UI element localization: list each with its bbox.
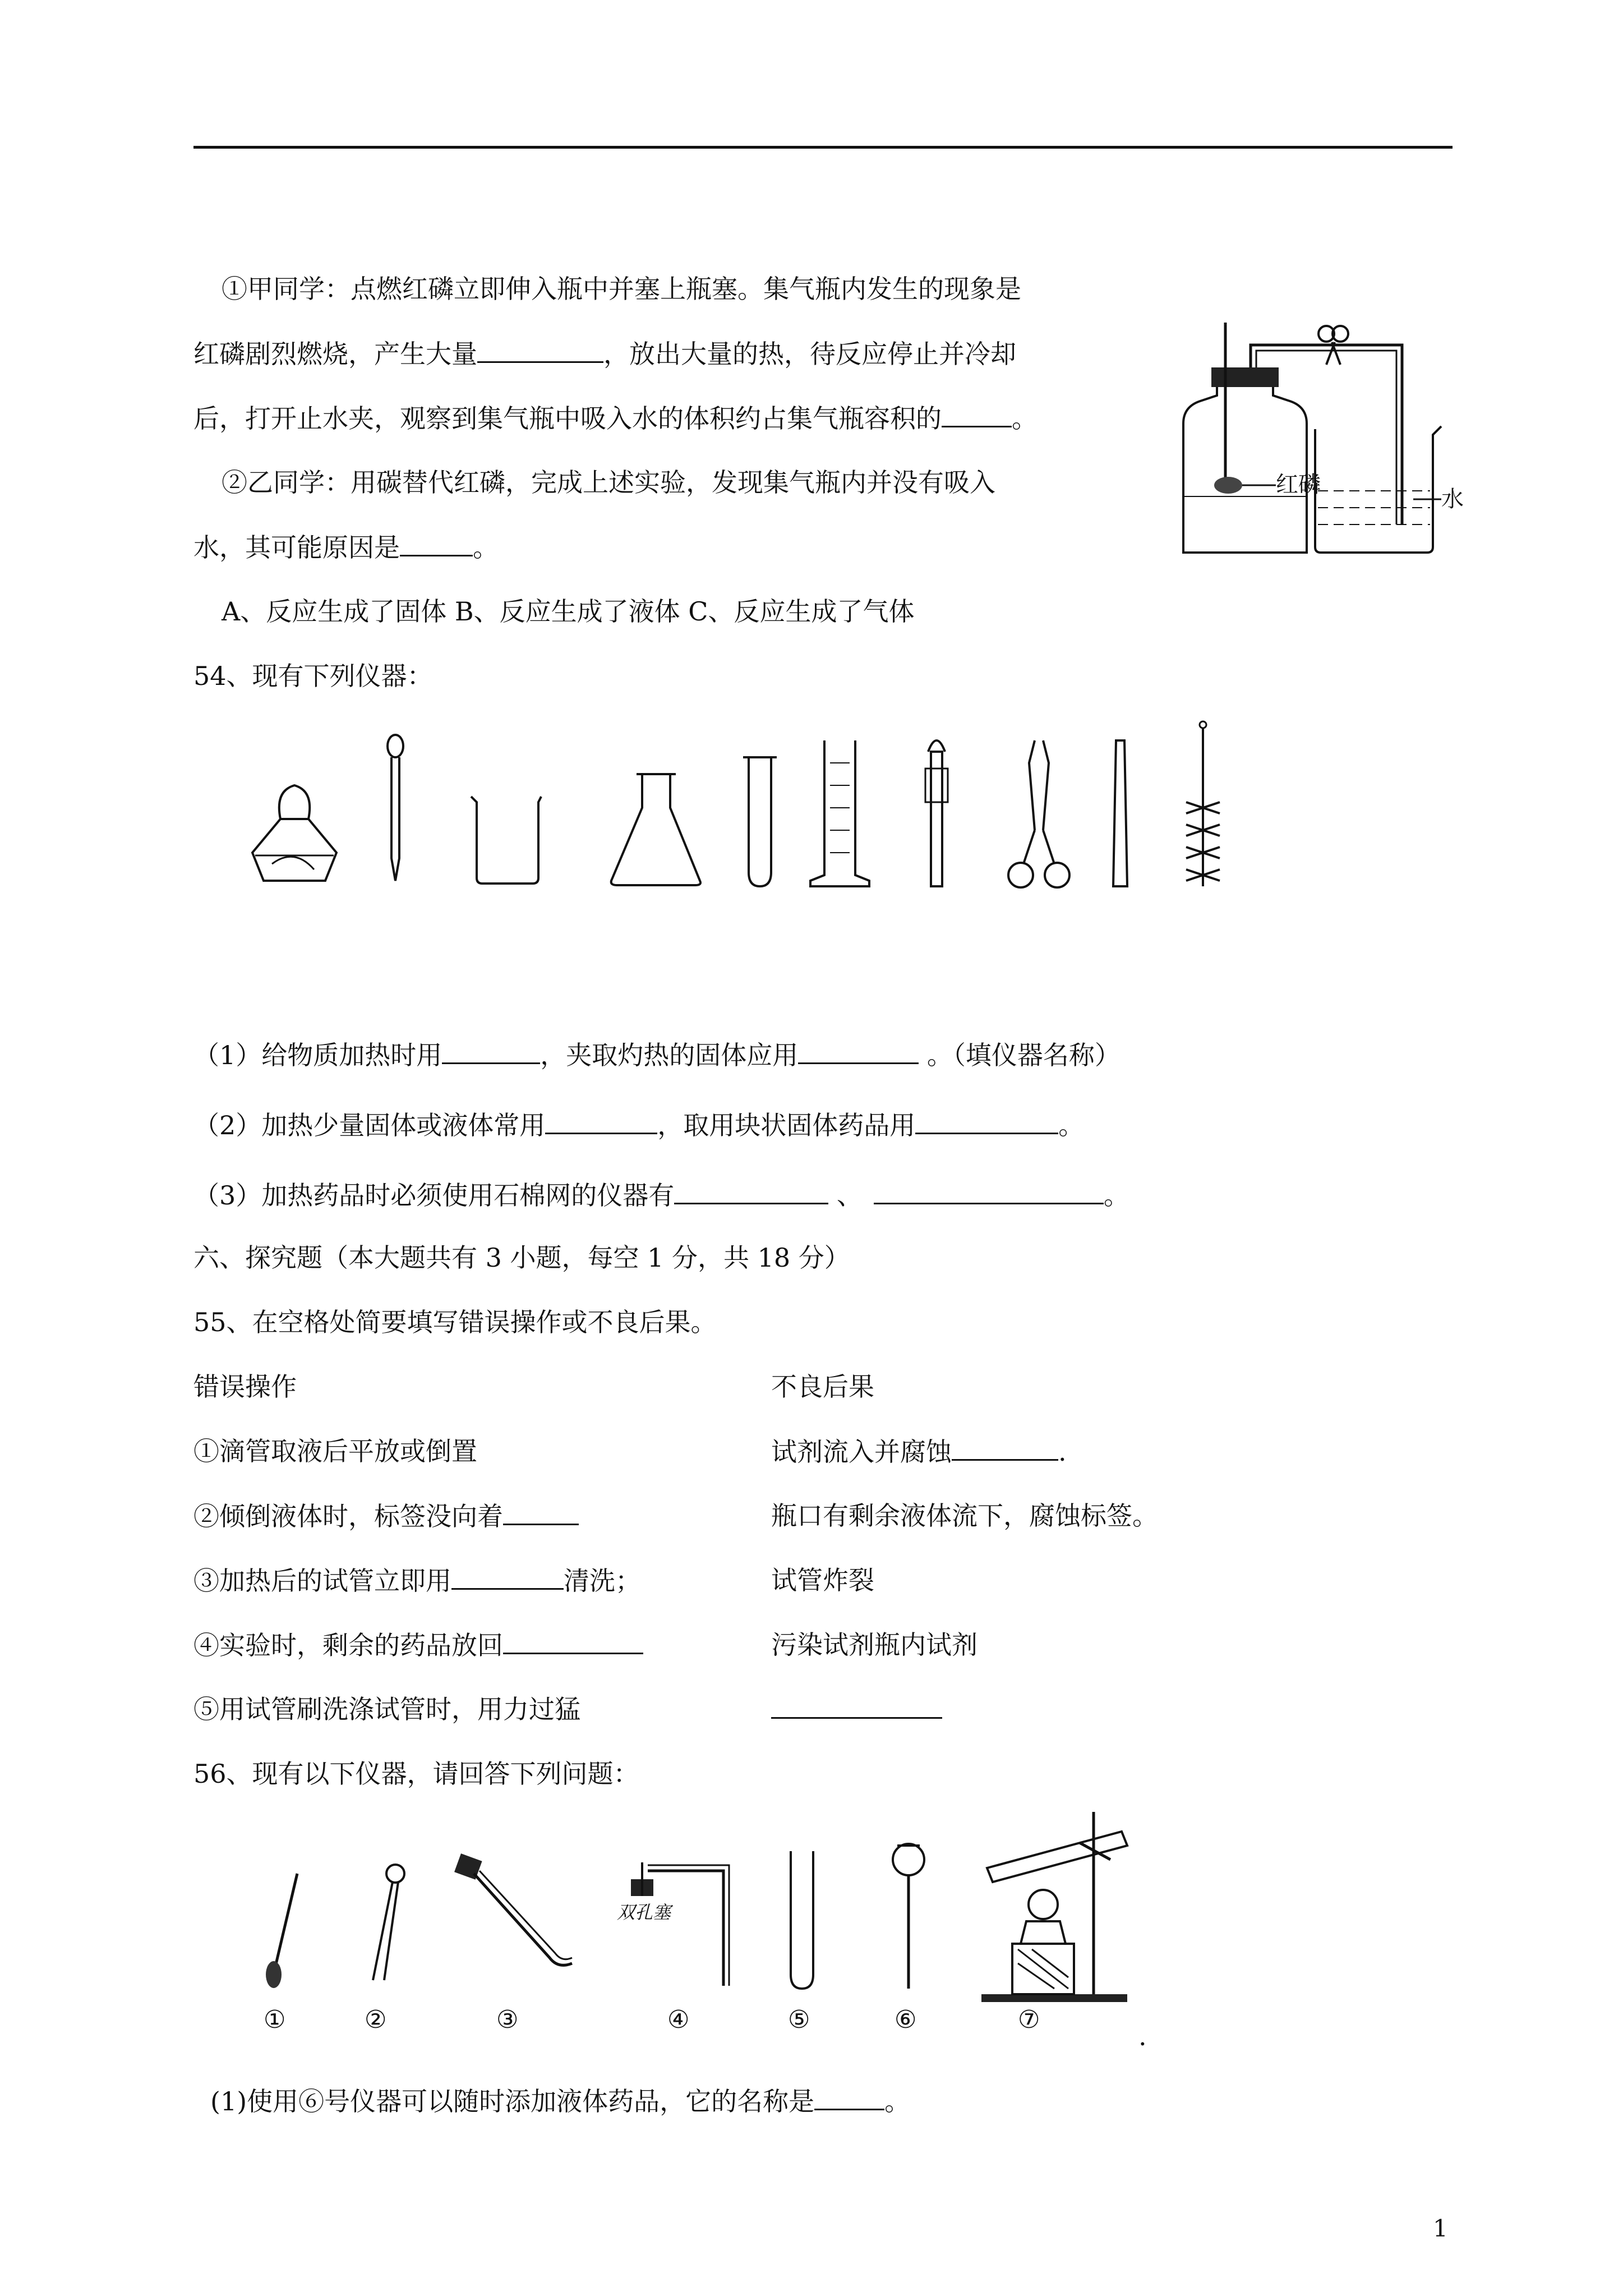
q54-sub2-text: （2）加热少量固体或液体常用 (193, 1110, 546, 1140)
glass-rod-icon (1113, 740, 1127, 886)
q54-sub3-text2: 、 (828, 1180, 863, 1211)
q53-line5-text: 水，其可能原因是 (193, 532, 400, 563)
q55-row1-right (771, 1434, 1067, 1469)
q55-row5-right (771, 1692, 942, 1727)
test-tube-icon (743, 757, 777, 886)
q53-line3-text: 后，打开止水夹，观察到集气瓶中吸入水的体积约占集气瓶容积的 (193, 403, 942, 434)
answer-blank (798, 1038, 919, 1064)
dropper-icon (388, 735, 403, 881)
q56-sub1 (210, 2084, 910, 2118)
long-neck-funnel-icon (893, 1844, 924, 1989)
q55-row2-left-text: ②倾倒液体时，标签没向着 (193, 1501, 503, 1531)
answer-blank (442, 1038, 540, 1064)
instrument-number-5: ⑤ (788, 2005, 810, 2031)
test-tube-icon (791, 1851, 813, 1989)
q54-sub2-text2: ，取用块状固体药品用 (657, 1110, 916, 1140)
q55-row1-right-end: . (1058, 1437, 1067, 1467)
q53-line3 (193, 401, 1038, 435)
test-tube-clamp-icon (925, 740, 948, 886)
water-label: 水 (1441, 486, 1464, 512)
q53-line2 (193, 337, 1016, 371)
heating-apparatus-icon (981, 1812, 1127, 2002)
conical-flask-icon (611, 774, 700, 885)
two-hole-stopper-icon (617, 1862, 729, 1986)
q55-header-right: 不良后果 (771, 1372, 874, 1402)
instrument-number-3: ③ (496, 2005, 519, 2031)
q54-sub3 (193, 1178, 1129, 1212)
q55-title: 55、在空格处简要填写错误操作或不良后果。 (193, 1307, 717, 1337)
q56-instruments-row (236, 1806, 1178, 2031)
q55-row3-left-text: ③加热后的试管立即用 (193, 1566, 451, 1596)
q53-line2-text: 红磷剧烈燃烧，产生大量 (193, 339, 477, 369)
answer-blank (503, 1499, 579, 1525)
q54-sub1 (193, 1038, 1121, 1072)
instrument-number-6: ⑥ (895, 2005, 917, 2031)
q54-instruments-row (247, 718, 1267, 909)
q55-row1-right-text: 试剂流入并腐蚀 (771, 1437, 952, 1467)
q53-line5-end: 。 (473, 532, 499, 563)
q53-line1: ①甲同学：点燃红磷立即伸入瓶中并塞上瓶塞。集气瓶内发生的现象是 (222, 274, 1021, 304)
instrument-number-4: ④ (667, 2005, 690, 2031)
q54-sub1-text: （1）给物质加热时用 (193, 1040, 442, 1070)
q56-title: 56、现有以下仪器，请回答下列问题： (193, 1759, 639, 1789)
q53-line2-text2: ，放出大量的热，待反应停止并冷却 (603, 339, 1016, 369)
q56-sub1-end: 。 (884, 2086, 911, 2116)
q54-sub3-text3: 。 (1103, 1180, 1129, 1211)
q54-title: 54、现有下列仪器： (193, 661, 433, 691)
crucible-tongs-icon (1008, 740, 1069, 887)
page-number: 1 (1433, 2215, 1448, 2242)
answer-blank (874, 1178, 1104, 1204)
q55-row4-left (193, 1628, 643, 1662)
q55-row1-left (193, 1434, 477, 1468)
answer-blank (915, 1108, 1058, 1134)
test-tube-brush-icon (1186, 721, 1220, 886)
instrument-number-1: ① (264, 2005, 286, 2031)
answer-blank (952, 1434, 1058, 1461)
q55-row3-right: 试管炸裂 (771, 1565, 874, 1595)
q54-sub1-text2: ，夹取灼热的固体应用 (540, 1040, 799, 1070)
answer-blank (451, 1563, 564, 1590)
q55-row1-left-text: ①滴管取液后平放或倒置 (193, 1436, 477, 1466)
answer-blank (545, 1108, 657, 1134)
q55-row5-left: ⑤用试管刷洗涤试管时，用力过猛 (193, 1694, 580, 1724)
q55-row4-left-text: ④实验时，剩余的药品放回 (193, 1630, 503, 1660)
medicine-spoon-icon (266, 1874, 297, 1988)
answer-blank (814, 2084, 884, 2110)
q55-row2-left (193, 1499, 579, 1533)
header-rule (193, 146, 1453, 149)
answer-blank (477, 337, 603, 363)
alcohol-lamp-icon (252, 785, 336, 881)
q54-sub3-text: （3）加热药品时必须使用石棉网的仪器有 (193, 1180, 675, 1211)
graduated-cylinder-icon (810, 740, 869, 886)
answer-blank (400, 530, 473, 556)
q55-header-left: 错误操作 (193, 1372, 297, 1402)
q55-row2-right: 瓶口有剩余液体流下，腐蚀标签。 (771, 1501, 1158, 1531)
q55-row3-left-text2: 清洗； (564, 1566, 641, 1596)
q55-row3-left (193, 1563, 641, 1598)
q54-sub2-text3: 。 (1058, 1110, 1085, 1140)
instrument-number-2: ② (365, 2005, 387, 2031)
instrument-number-7: ⑦ (1018, 2005, 1040, 2031)
answer-blank (503, 1628, 643, 1654)
trailing-dot: . (1138, 2021, 1147, 2051)
answer-blank (942, 401, 1012, 427)
phosphorus-label: 红磷 (1276, 472, 1321, 498)
q54-sub1-text3: 。（填仪器名称） (919, 1040, 1121, 1070)
q55-row4-right: 污染试剂瓶内试剂 (771, 1630, 978, 1660)
tweezers-icon (373, 1865, 404, 1980)
beaker-icon (471, 797, 541, 884)
q54-sub2 (193, 1108, 1084, 1142)
q56-sub1-text: (1)使用⑥号仪器可以随时添加液体药品，它的名称是 (210, 2086, 815, 2116)
q53-line4: ②乙同学：用碳替代红磷，完成上述实验，发现集气瓶内并没有吸入 (222, 467, 995, 498)
section-heading: 六、探究题（本大题共有 3 小题，每空 1 分，共 18 分） (193, 1243, 850, 1273)
bent-delivery-tube-icon (454, 1853, 572, 1965)
answer-blank (771, 1692, 942, 1719)
apparatus-icon (1166, 311, 1481, 564)
q53-options: A、反应生成了固体 B、反应生成了液体 C、反应生成了气体 (222, 596, 915, 627)
q53-line3-end: 。 (1012, 403, 1038, 434)
phosphorus-apparatus-figure (1166, 311, 1481, 564)
stopper-label: 双孔塞 (617, 1902, 671, 1923)
answer-blank (674, 1178, 828, 1204)
q53-line5 (193, 530, 499, 564)
